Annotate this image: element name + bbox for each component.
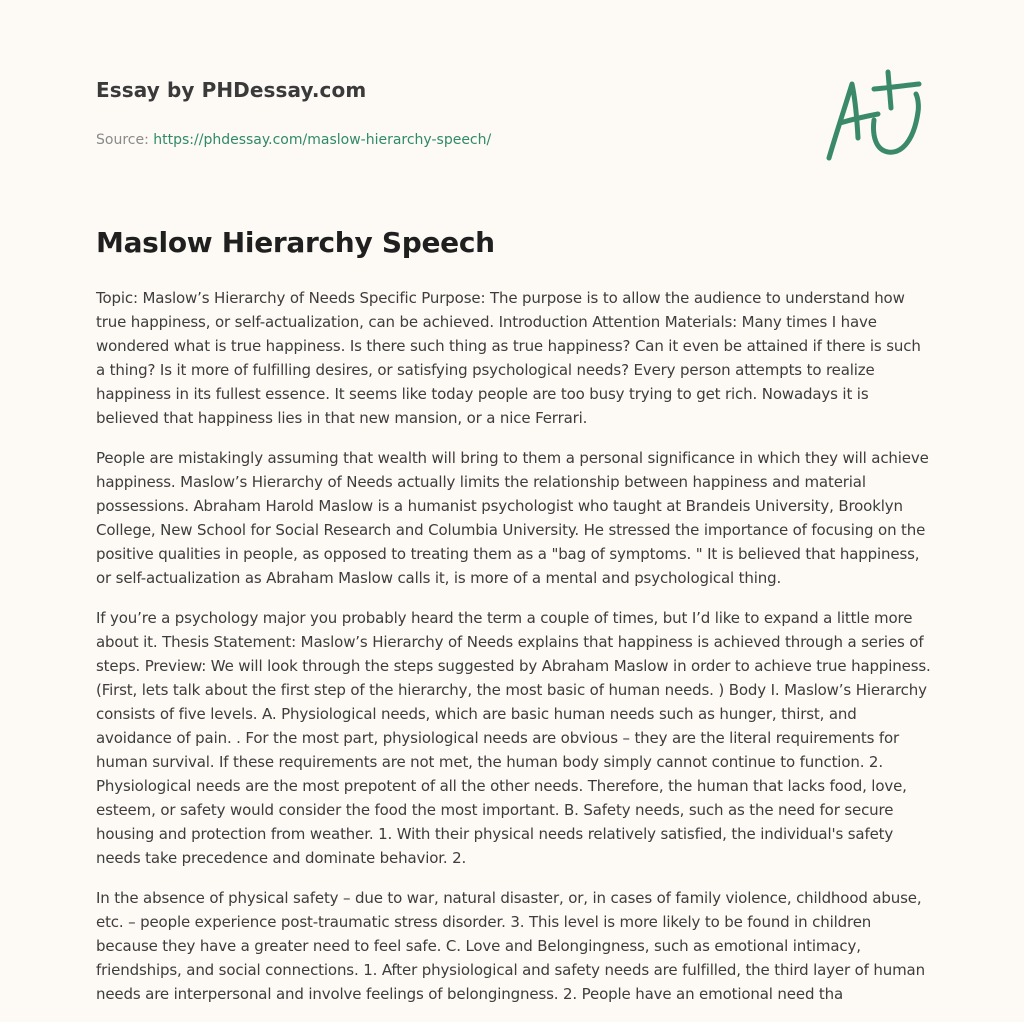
essay-paragraph: People are mistakingly assuming that wealth will bring to them a personal significance in which they will achieve happiness. Maslow’s Hierarchy of Needs actually limits the relationship between happiness and material possessions. Abraham Harold Maslow is a humanist psychologist who taught at Brandeis University, Brooklyn College, New School for Social Research and Columbia University. He stressed the importance of focusing on the positive qualities in people, as opposed to treating them as a "bag of symptoms. " It is believed that happiness, or self-actualization as Abraham Maslow calls it, is more of a mental and psychological thing. [96, 449, 929, 587]
source-line [96, 132, 696, 148]
a-plus-grade-icon [822, 68, 926, 164]
source-link[interactable]: https://phdessay.com/maslow-hierarchy-speech/ [153, 132, 492, 148]
site-brand: Essay by PHDessay.com [96, 78, 367, 102]
essay-body [96, 286, 934, 1022]
essay-title: Maslow Hierarchy Speech [96, 226, 495, 259]
page-header [96, 78, 696, 148]
essay-paragraph: In the absence of physical safety – due to war, natural disaster, or, in cases of family violence, childhood abuse, etc. – people experience post-traumatic stress disorder. 3. This level is more likely to be found in children because they have a greater need to feel safe. C. Love and Belongingness, such as emotional intimacy, friendships, and social connections. 1. After physiological and safety needs are fulfilled, the third layer of human needs are interpersonal and involve feelings of belongingness. 2. People have an emotional need tha [96, 889, 925, 1003]
source-label: Source: [96, 132, 154, 148]
essay-paragraph: Topic: Maslow’s Hierarchy of Needs Specific Purpose: The purpose is to allow the audience to understand how true happiness, or self-actualization, can be achieved. Introduction Attention Materials: Many times I have wondered what is true happiness. Is there such thing as true happiness? Can it even be attained if there is such a thing? Is it more of fulfilling desires, or satisfying psychological needs? Every person attempts to realize happiness in its fullest essence. It seems like today people are too busy trying to get rich. Nowadays it is believed that happiness lies in that new mansion, or a nice Ferrari. [96, 289, 921, 427]
essay-paragraph: If you’re a psychology major you probably heard the term a couple of times, but I’d like to expand a little more about it. Thesis Statement: Maslow’s Hierarchy of Needs explains that happiness is achieved through a series of steps. Preview: We will look through the steps suggested by Abraham Maslow in order to achieve true happiness. (First, lets talk about the first step of the hierarchy, the most basic of human needs. ) Body I. Maslow’s Hierarchy consists of five levels. A. Physiological needs, which are basic human needs such as hunger, thirst, and avoidance of pain. . For the most part, physiological needs are obvious – they are the literal requirements for human survival. If these requirements are not met, the human body simply cannot continue to function. 2. Physiological needs are the most prepotent of all the other needs. Therefore, the human that lacks food, love, esteem, or safety would consider the food the most important. B. Safety needs, such as the need for secure housing and protection from weather. 1. With their physical needs relatively satisfied, the individual's safety needs take precedence and dominate behavior. 2. [96, 609, 931, 867]
